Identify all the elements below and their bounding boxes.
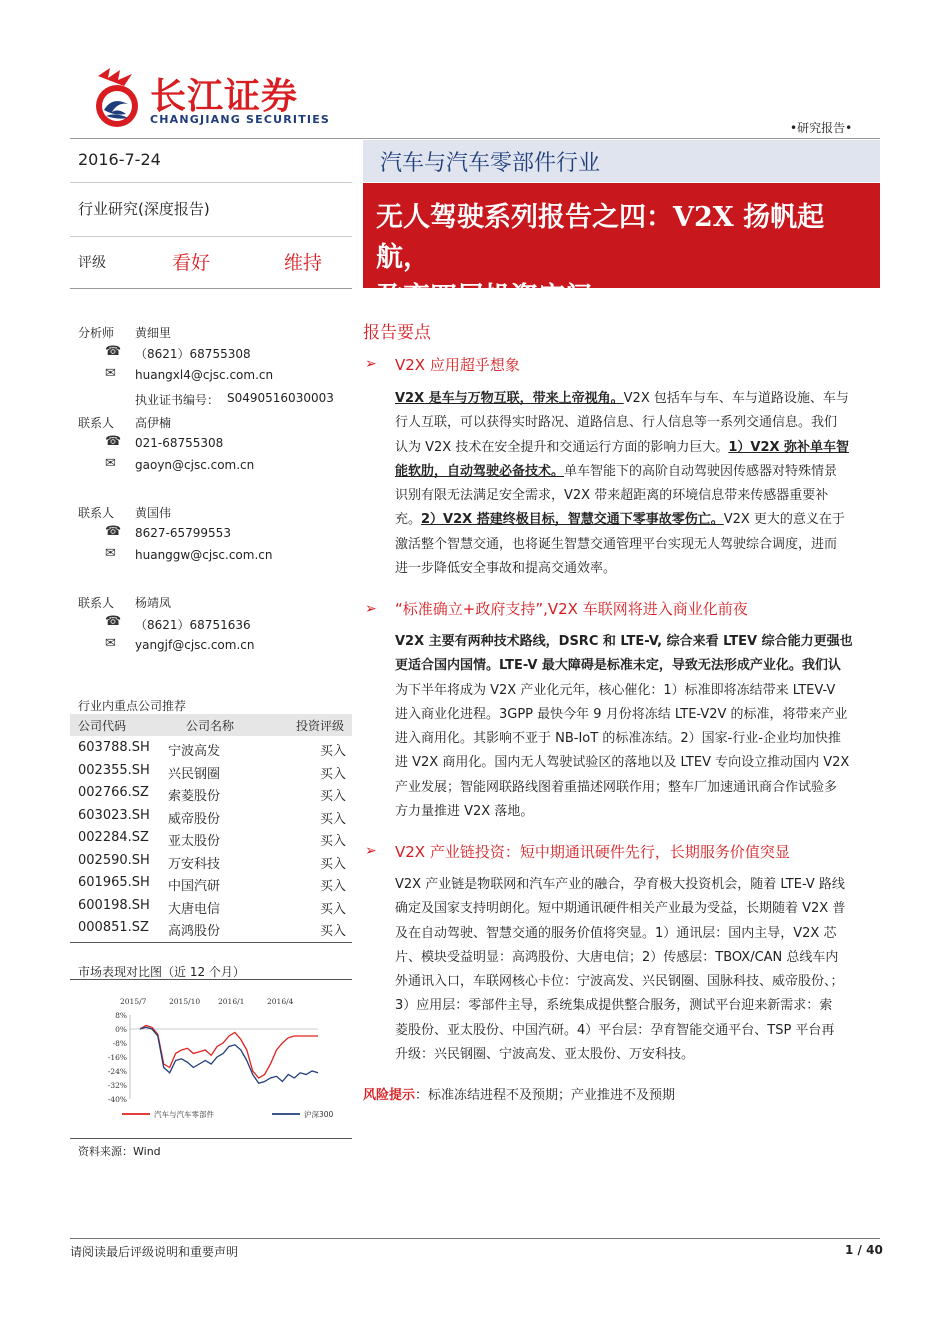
text-segment: 认为 V2X 技术在安全提升和交通运行方面的影响力巨大。 [395,439,729,455]
contact-email[interactable]: yangjf@cjsc.com.cn [135,638,255,652]
bullet-title-3: V2X 产业链投资：短中期通讯硬件先行，长期服务价值突显 [395,843,790,861]
phone-icon: ☎ [105,434,122,449]
company-name: 万安科技 [168,856,221,872]
table-row [78,785,348,807]
text-line: V2X 主要有两种技术路线，DSRC 和 LTE-V, 综合来看 LTEV 综合能力更强也 [395,634,853,649]
text-line [395,436,882,460]
header-code: 公司代码 [78,719,127,733]
text-line: 菱股份、亚太股份、中国汽研。4）平台层：孕育智能交通平台、TSP 平台再 [395,1022,835,1038]
email-icon: ✉ [105,546,116,561]
text-segment: 进一步降低安全事故和提高交通效率。 [395,561,617,577]
y-tick-label: -24% [107,1067,127,1076]
bullet-title-1: V2X 应用超乎想象 [395,356,520,374]
company-code: 601965.SH [78,875,150,890]
text-segment: V2X 是车与万物互联，带来上帝视角。 [395,391,624,406]
company-name: 兴民钢圈 [168,766,221,782]
chart-title: 市场表现对比图（近 12 个月） [78,965,245,979]
divider [70,1138,352,1139]
divider [70,182,352,183]
email-icon: ✉ [105,456,116,471]
risk-text: ：标准冻结进程不及预期；产业推进不及预期 [415,1088,676,1103]
section-title: 报告要点 [363,323,431,343]
contact-role: 联系人 [78,506,115,520]
bullet-title-2: “标准确立+政府支持”,V2X 车联网将进入商业化前夜 [395,600,748,618]
contact-phone: （8621）68751636 [135,618,251,632]
header-rating: 投资评级 [296,719,345,733]
text-line [395,387,882,411]
text-line: 进入商用化。其影响不亚于 NB-IoT 的标准冻结。2）国家-行业-企业均加快推 [395,731,841,747]
text-line [395,460,882,484]
text-segment: 单车智能下的高阶自动驾驶因传感器对特殊情景 [564,463,838,479]
paragraph-3 [395,873,882,1067]
contact-name: 黄国伟 [135,506,172,520]
contact-role: 联系人 [78,416,115,430]
text-line: 升级：兴民钢圈、宁波高发、亚太股份、万安科技。 [395,1047,695,1063]
investment-rating: 买入 [320,834,347,849]
analyst-name: 黄细里 [135,326,172,340]
company-name: 亚太股份 [168,834,221,849]
market-performance-chart [70,985,352,1125]
cert-number: S0490516030003 [227,391,334,405]
investment-rating: 买入 [320,789,347,804]
rating-value: 看好 [172,252,211,274]
text-line [395,533,882,557]
y-tick-label: -8% [112,1039,127,1048]
divider [70,942,352,943]
company-code: 603023.SH [78,807,150,823]
chart-source: 资料来源：Wind [78,1145,161,1158]
text-line: 片、模块受益明显：高鸿股份、大唐电信；2）传感层：TBOX/CAN 总线车内 [395,949,839,965]
rating-label: 评级 [78,255,106,271]
company-code: 002766.SZ [78,785,149,800]
analyst-email[interactable]: huangxl4@cjsc.com.cn [135,368,274,382]
text-segment: V2X 包括车与车、车与道路设施、车与 [623,391,849,406]
text-line [395,411,882,435]
bullet-arrow-icon: ➢ [365,843,377,859]
email-icon: ✉ [105,366,116,381]
x-tick-label: 2016/4 [267,997,294,1006]
text-segment: 充。 [395,512,422,528]
report-subtitle: 行业研究(深度报告) [78,200,210,218]
company-name: 宁波高发 [168,744,221,759]
risk-warning [363,1084,675,1103]
rating-action: 维持 [284,252,323,274]
contact-phone: 021-68755308 [135,436,224,450]
risk-label: 风险提示 [363,1088,416,1103]
text-line: 确定及国家支持明朗化。短中期通讯硬件相关产业最为受益，长期随着 V2X 普 [395,901,846,917]
text-line: 更适合国内国情。LTE-V 最大障碍是标准未定，导致无法形成产业化。我们认 [395,658,841,674]
text-line: V2X 产业链是物联网和汽车产业的融合，孕育极大投资机会，随着 LTE-V 路线 [395,877,845,892]
legend-label: 沪深300 [304,1110,334,1119]
contact-email[interactable]: huanggw@cjsc.com.cn [135,548,273,562]
company-code: 000851.SZ [78,920,149,935]
header-divider [70,138,880,139]
paragraph-2 [395,630,882,824]
text-line: 为下半年将成为 V2X 产业化元年，核心催化：1）标准即将冻结带来 LTEV-V [395,682,836,698]
analyst-phone: （8621）68755308 [135,347,251,361]
company-code: 600198.SH [78,897,150,913]
contact-phone: 8627-65799553 [135,526,231,540]
report-date: 2016-7-24 [78,150,161,169]
investment-rating: 买入 [320,856,347,872]
x-tick-label: 2016/1 [218,997,245,1006]
table-row [78,808,348,830]
investment-rating: 买入 [320,744,347,759]
company-name: 大唐电信 [168,901,221,917]
company-code: 002590.SH [78,852,150,868]
company-code: 002284.SZ [78,830,149,845]
text-segment: 激活整个智慧交通，也将诞生智慧交通管理平台实现无人驾驶综合调度，进而 [395,536,838,552]
text-line: 外通讯入口，车联网核心卡位：宁波高发、兴民钢圈、国脉科技、威帝股份、； [395,974,844,990]
title-line-2: 孕育四层投资空间 [376,282,592,313]
company-code: 002355.SH [78,762,150,778]
report-title [376,198,876,318]
investment-rating: 买入 [320,924,347,939]
text-line: 及在自动驾驶、智慧交通的服务价值将突显。1）通讯层：国内主导，V2X 芯 [395,925,837,941]
text-line: 方力量推进 V2X 落地。 [395,804,534,820]
table-row [78,763,348,785]
text-line: 产业发展；智能网联路线图着重描述网联作用；整车厂加速通讯商合作试验多 [395,779,838,795]
text-line: 进 V2X 商用化。国内无人驾驶试验区的落地以及 LTEV 专向设立推动国内 V2X [395,755,850,771]
investment-rating: 买入 [320,766,347,782]
contact-name: 高伊楠 [135,416,172,430]
contact-role: 联系人 [78,596,115,610]
page-number: 1 / 40 [845,1243,883,1257]
title-line-1: 无人驾驶系列报告之四：V2X 扬帆起航， [376,202,825,273]
logo-subtitle: CHANGJIANG SECURITIES [150,113,331,126]
divider [70,288,352,289]
company-name: 索菱股份 [168,789,221,804]
contact-email[interactable]: gaoyn@cjsc.com.cn [135,458,255,472]
table-row [78,898,348,920]
paragraph-1 [395,387,882,581]
x-tick-label: 2015/7 [120,997,147,1006]
text-segment: 能软肋，自动驾驶必备技术。 [395,463,565,479]
cert-label: 执业证书编号： [135,393,220,407]
table-row [78,875,348,897]
company-name: 中国汽研 [168,879,221,894]
footer-divider [70,1238,880,1239]
logo-text: 长江证券 [150,76,299,117]
bullet-arrow-icon: ➢ [365,601,377,617]
y-tick-label: -40% [107,1095,127,1104]
divider [70,979,352,980]
company-name: 威帝股份 [168,811,221,827]
company-code: 603788.SH [78,740,150,755]
legend-label: 汽车与汽车零部件 [154,1110,214,1119]
recommend-table-title: 行业内重点公司推荐 [78,699,187,713]
y-tick-label: 8% [115,1011,127,1020]
table-row [78,830,348,852]
text-line [395,508,882,532]
text-segment: 1）V2X 弥补单车智 [728,439,850,455]
phone-icon: ☎ [105,344,122,359]
investment-rating: 买入 [320,879,347,894]
text-line: 3）应用层：零部件主导，系统集成提供整合服务，测试平台迎来新需求：索 [395,998,833,1014]
table-row [78,740,348,762]
company-name: 高鸿股份 [168,924,221,939]
text-segment: 行人互联，可以获得实时路况、道路信息、行人信息等一系列交通信息。我们 [395,415,838,431]
text-line [395,484,882,508]
phone-icon: ☎ [105,524,122,539]
email-icon: ✉ [105,636,116,651]
header-name: 公司名称 [186,719,235,733]
industry-name: 汽车与汽车零部件行业 [380,151,601,176]
y-tick-label: -32% [107,1081,127,1090]
investment-rating: 买入 [320,901,347,917]
y-tick-label: 0% [115,1025,127,1034]
contact-name: 杨靖凤 [135,596,172,610]
y-tick-label: -16% [107,1053,127,1062]
bullet-arrow-icon: ➢ [365,356,377,372]
divider [70,236,352,237]
text-line [395,557,882,581]
text-segment: 识别有限无法满足安全需求，V2X 带来超距离的环境信息带来传感器重要补 [395,488,829,504]
phone-icon: ☎ [105,614,122,629]
logo-icon [88,66,146,134]
investment-rating: 买入 [320,811,347,827]
x-tick-label: 2015/10 [169,997,201,1006]
text-segment: 2）V2X 搭建终极目标，智慧交通下零事故零伤亡。 [421,512,724,528]
document-type: •研究报告• [790,121,853,135]
footer-disclaimer: 请阅读最后评级说明和重要声明 [70,1245,239,1259]
table-row [78,853,348,875]
text-line: 进入商业化进程。3GPP 最快今年 9 月份将冻结 LTE-V2V 的标准，将带来产业 [395,706,848,722]
analyst-role: 分析师 [78,326,115,340]
text-segment: V2X 更大的意义在于 [723,512,845,528]
table-row [78,920,348,942]
